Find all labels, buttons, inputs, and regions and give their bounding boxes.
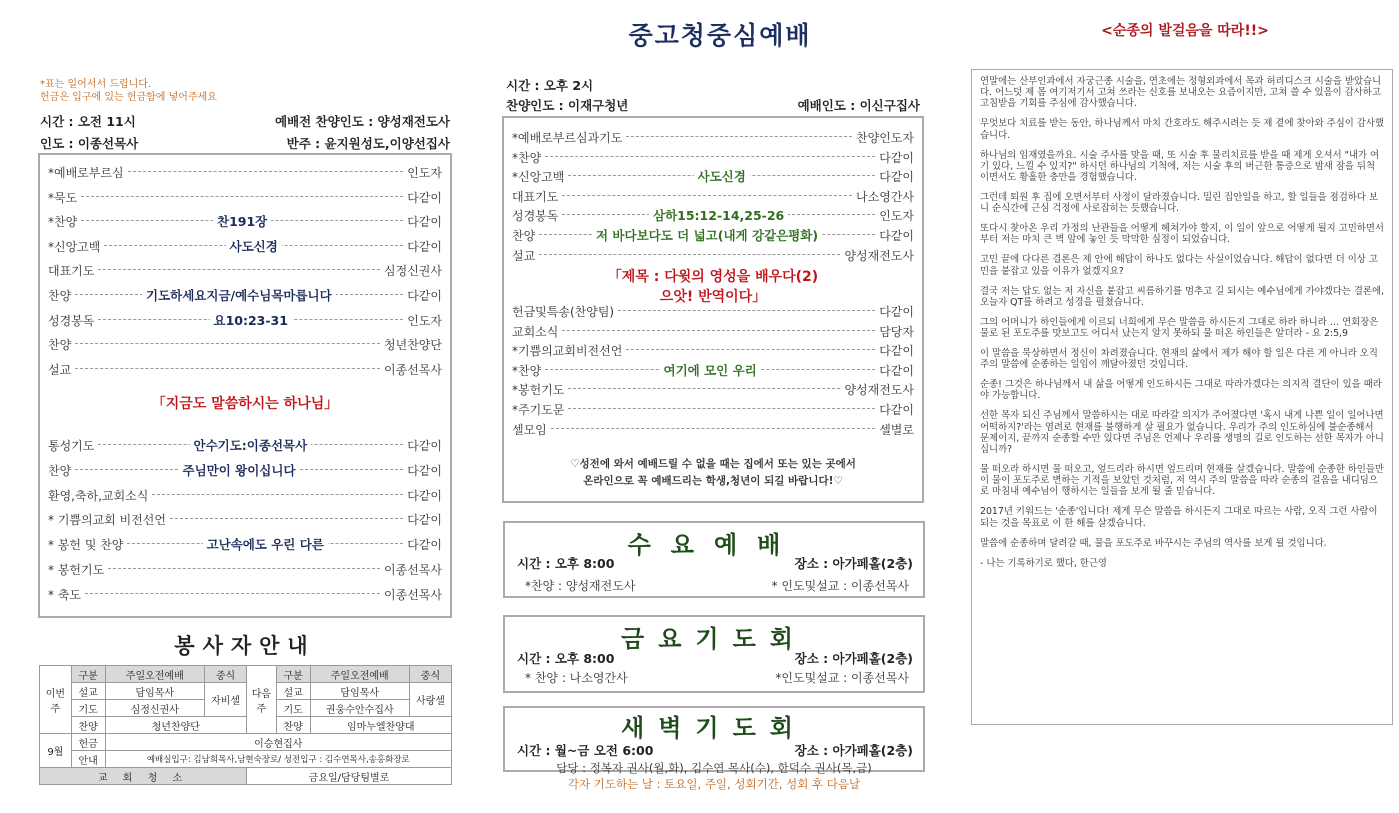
order-person: 나소영간사 [856, 189, 914, 204]
order-person: 다같이 [879, 403, 914, 417]
order-label: * 기쁨의교회 비전선언 [48, 513, 166, 528]
wednesday-service [503, 521, 925, 598]
order-label: * 봉헌기도 [48, 563, 105, 577]
order-row [40, 583, 450, 605]
order-person: 다같이 [407, 538, 442, 553]
youth-time: 시간 : 오후 2시 [506, 78, 594, 93]
order-person: 이종선목사 [384, 362, 442, 377]
order-label: *묵도 [48, 190, 78, 205]
dawn-note: 각자 기도하는 날 : 토요일, 주일, 성회기간, 성회 후 다음날 [567, 777, 861, 791]
main-service-order [38, 153, 452, 618]
col-meal: 중식 [409, 666, 451, 683]
order-person: 다같이 [407, 439, 442, 453]
col-type: 구분 [71, 666, 105, 683]
order-person: 다같이 [407, 513, 442, 528]
wednesday-place: 장소 : 아가페홀(2층) [794, 556, 913, 571]
leader-dots [618, 310, 875, 311]
friday-lead: *인도및설교 : 이종선목사 [775, 671, 909, 685]
order-person: 청년찬양단 [384, 338, 442, 353]
order-detail: 삼하15:12-14,25-26 [649, 206, 788, 224]
youth-sermon-subtitle: 으앗! 반역이다」 [659, 289, 767, 305]
order-label: * 축도 [48, 587, 81, 602]
friday-title: 금요기도회 [621, 625, 807, 653]
sermon-label: 설교 [276, 683, 310, 700]
col-sunday: 주일오전예배 [105, 666, 204, 683]
leader-dots [170, 518, 403, 519]
accompanist: 반주 : 윤지원성도,이양선집사 [286, 136, 450, 151]
order-row [40, 459, 450, 481]
leader-dots [562, 330, 875, 331]
praise-label: 찬양 [276, 717, 310, 734]
dawn-place: 장소 : 아가페홀(2층) [794, 743, 913, 758]
order-detail: 주님만이 왕이십니다 [179, 461, 300, 479]
essay-paragraph: - 나는 기록하기로 했다, 한근영 [980, 557, 1107, 569]
order-label: 셀모임 [512, 422, 547, 437]
order-label: 대표기도 [512, 189, 559, 204]
order-row [40, 284, 450, 306]
page-title: 중고청중심예배 [628, 21, 812, 50]
order-person: 다같이 [407, 215, 442, 230]
prayer-label: 기도 [71, 700, 105, 717]
order-row [40, 333, 450, 355]
leader-dots [128, 171, 403, 172]
order-row [40, 484, 450, 506]
order-label: 교회소식 [512, 324, 559, 339]
leader-dots [568, 388, 840, 389]
leader-dots [98, 269, 380, 270]
order-detail: 기도하세요지금/예수님목마릅니다 [142, 286, 336, 304]
essay-paragraph: 순종! 그것은 하나님께서 내 삶을 어떻게 인도하시든 그대로 따라가겠다는 의지적 결단이 있을 때라야 가능합니다. [980, 379, 1382, 402]
leader-dots [81, 196, 403, 197]
order-detail: 저 바다보다도 더 넓고(내게 강같은평화) [592, 226, 822, 244]
order-label: 성경봉독 [48, 313, 95, 328]
col-meal: 중식 [204, 666, 246, 683]
order-row [40, 259, 450, 281]
nw-praise: 임마누엘찬양대 [310, 717, 451, 734]
nw-meal: 사랑셀 [409, 683, 451, 717]
order-label: 환영,축하,교회소식 [48, 488, 149, 503]
volunteer-title: 봉사자안내 [174, 634, 316, 658]
guide-who: 예배실입구: 김남희목사,남현숙장로/ 성전입구 : 김수연목사,송홍화장로 [105, 751, 451, 768]
leader-dots [626, 349, 875, 350]
order-person: 다같이 [407, 463, 442, 478]
wednesday-praise: *찬양 : 양성재전도사 [525, 579, 636, 593]
order-row [40, 434, 450, 456]
friday-time: 시간 : 오후 8:00 [517, 651, 615, 666]
order-person: 다같이 [879, 344, 914, 359]
order-label: 찬양 [48, 338, 72, 353]
order-person: 담당자 [879, 324, 914, 339]
praise-label: 찬양 [71, 717, 105, 734]
essay-box [971, 69, 1393, 725]
order-person: 다같이 [407, 190, 442, 205]
tw-meal: 자비셀 [204, 683, 246, 717]
wednesday-title: 수요예배 [627, 531, 801, 559]
tw-sermon: 담임목사 [105, 683, 204, 700]
friday-place: 장소 : 아가페홀(2층) [794, 651, 913, 666]
this-week-label: 이번주 [40, 666, 72, 734]
essay-paragraph: 선한 목자 되신 주님께서 말씀하시는 대로 따라갈 의지가 주어졌다면 '혹시 내게 나쁜 일이 일어나면 어떡하지?'라는 염려로 현재를 불행하게 살 필요가 없습니다. 우리가 주의 인도하심에 불순종해서 문제이지, 끝까지 순종할 수만 있다면 주님은 언제나 우리를 생명의 길로 인도하는 선한 목자가 아니십니까? [980, 410, 1384, 456]
order-row [40, 210, 450, 232]
dawn-title: 새벽기도회 [621, 714, 807, 742]
order-person: 다같이 [407, 239, 442, 254]
sermon-label: 설교 [71, 683, 105, 700]
order-row [40, 558, 450, 580]
order-person: 인도자 [407, 313, 442, 328]
wednesday-time: 시간 : 오후 8:00 [517, 556, 615, 571]
order-person: 다같이 [879, 229, 914, 243]
offering-note: 헌금은 입구에 있는 헌금함에 넣어주세요 [40, 92, 217, 103]
order-person: 이종선목사 [384, 587, 442, 602]
order-person: 셀별로 [879, 422, 914, 437]
order-person: 찬양인도자 [856, 131, 914, 145]
friday-prayer [503, 615, 925, 693]
order-label: *기쁨의교회비전선언 [512, 344, 623, 359]
tw-prayer: 심정신권사 [105, 700, 204, 717]
order-row [40, 309, 450, 331]
order-row [40, 533, 450, 555]
order-row [40, 186, 450, 208]
order-label: 설교 [512, 248, 536, 263]
order-label: *찬양 [48, 215, 78, 230]
youth-praise-leader: 찬양인도 : 이재구청년 [506, 98, 629, 113]
prayer-label: 기도 [276, 700, 310, 717]
order-person: 인도자 [407, 166, 442, 180]
next-week-label: 다음주 [247, 666, 277, 734]
leader-dots [551, 428, 875, 429]
leader-dots [568, 408, 875, 409]
essay-paragraph: 말씀에 순종하며 달려갈 때, 물을 포도주로 바꾸시는 주님의 역사를 보게 될 것입니다. [980, 537, 1327, 549]
order-label: *예배로부르심 [48, 166, 124, 180]
order-row [504, 244, 922, 266]
offering-who: 이승현집사 [105, 734, 451, 751]
order-detail: 사도신경 [226, 237, 282, 255]
friday-praise: * 찬양 : 나소영간사 [525, 671, 628, 685]
order-person: 다같이 [879, 150, 914, 165]
youth-service-order [502, 116, 924, 503]
order-label: 찬양 [512, 229, 536, 243]
order-label: 대표기도 [48, 264, 95, 279]
order-detail: 안수기도:이종선목사 [190, 436, 312, 454]
essay-paragraph: 결국 저는 답도 없는 저 자신을 붙잡고 씨름하기를 멈추고 길 되시는 예수님에게 가야겠다는 결론에, 오늘자 QT를 하려고 성경을 펼쳤습니다. [980, 285, 1384, 308]
leader-dots [545, 156, 875, 157]
order-row [40, 358, 450, 380]
order-label: *찬양 [512, 150, 542, 165]
order-detail: 고난속에도 우린 다른 [203, 535, 328, 553]
order-detail: 요10:23-31 [210, 311, 292, 329]
essay-paragraph: 하나님의 임재였을까요. 시술 주사를 맞을 때, 또 시술 후 물리치료를 받을 때 제게 오셔서 "내가 여기 있다, 느낄 수 있지?" 하시던 하나님의 기척에, 저는 시술 후의 버근한 통증으로 밤새 잠을 뒤척이면서도 황홀한 충만을 경험했습니다. [980, 149, 1380, 184]
order-person: 다같이 [407, 488, 442, 503]
tw-praise: 청년찬양단 [105, 717, 246, 734]
order-row [40, 235, 450, 257]
nw-prayer: 권웅수안수집사 [310, 700, 409, 717]
standing-note: *표는 일어서서 드립니다. [40, 79, 152, 90]
service-leader: 인도 : 이종선목사 [40, 136, 139, 151]
order-label: 성경봉독 [512, 209, 559, 224]
leader-dots [75, 343, 380, 344]
order-person: 이종선목사 [384, 563, 442, 577]
order-person: 양성재전도사 [844, 248, 914, 263]
order-detail: 사도신경 [694, 167, 750, 185]
essay-paragraph: 고민 끝에 다다른 결론은 제 안에 해답이 하나도 없다는 사실이었습니다. 해답이 없다면 더 이상 고민을 붙잡고 있을 이유가 없겠지요? [980, 254, 1378, 277]
order-row [504, 418, 922, 440]
wednesday-lead: * 인도및설교 : 이종선목사 [771, 579, 909, 593]
order-label: *신앙고백 [48, 239, 101, 254]
order-row [40, 161, 450, 183]
order-person: 인도자 [879, 209, 914, 224]
praise-leader: 예배전 찬양인도 : 양성재전도사 [274, 114, 450, 129]
online-notice: 온라인으로 꼭 예배드리는 학생,청년이 되길 바랍니다!♡ [583, 475, 843, 487]
month-label: 9월 [40, 734, 72, 768]
order-label: *주기도문 [512, 403, 565, 417]
essay-paragraph: 물 떠오라 하시면 물 떠오고, 엎드리라 하시면 엎드리며 현재를 살겠습니다. 말씀에 순종한 하인들만이 물이 포도주로 변하는 기적을 보았던 것처럼, 저 역시 주의 말씀을 따라 순종의 걸음을 내디딤으로 마침내 예수님이 행하시는 일들을 보게 될 줄 믿습니다. [980, 464, 1384, 498]
order-person: 다같이 [879, 170, 914, 185]
youth-sermon-title: 「제목 : 다윗의 영성을 배우다(2) [607, 269, 819, 285]
essay-paragraph: 그의 어머니가 하인들에게 이르되 너희에게 무슨 말씀을 하시든지 그대로 하라 하니라 … 연회장은 물로 된 포도주를 맛보고도 어디서 났는지 알지 못하되 물 떠온 하인들은 알더라 - 요 2:5,9 [980, 316, 1379, 340]
order-label: *봉헌기도 [512, 383, 565, 398]
order-label: 찬양 [48, 463, 72, 478]
order-person: 다같이 [407, 289, 442, 303]
essay-paragraph: 이 말씀을 묵상하면서 정신이 차려졌습니다. 현재의 삶에서 제가 해야 할 일은 다른 게 아니라 오직 주의 말씀에 순종하는 일임이 깨달아졌던 것입니다. [980, 348, 1378, 371]
order-person: 다같이 [879, 363, 914, 378]
cleaning-who: 금요일/담당팀별로 [247, 768, 452, 785]
dawn-staff: 담당 : 정복자 권사(월,화), 김수연 목사(수), 한덕수 권사(목,금) [556, 761, 872, 775]
essay-paragraph: 그런데 퇴원 후 집에 오면서부터 사정이 달라졌습니다. 밀린 집안일을 하고, 할 일들을 점검하다 보니 순식간에 근심 걱정에 사로잡히는 듯했습니다. [980, 192, 1378, 215]
order-label: 헌금및특송(찬양팀) [512, 305, 615, 319]
order-detail: 찬191장 [213, 212, 271, 230]
order-row [40, 508, 450, 530]
leader-dots [539, 254, 840, 255]
leader-dots [562, 195, 852, 196]
essay-paragraph: 연말에는 산부인과에서 자궁근종 시술을, 연초에는 정형외과에서 목과 허리디스크 시술을 받았습니다. 어느덧 제 몸 여기저기서 고쳐 쓰라는 신호를 보내오는 요즘이지만, 고쳐 쓸 수 있음이 감사하고 고침받을 기회를 주심에 감사했습니다. [980, 76, 1382, 110]
essay-title: <순종의 발걸음을 따라!!> [1101, 23, 1269, 39]
order-label: 찬양 [48, 289, 72, 303]
youth-leader: 예배인도 : 이신구집사 [797, 98, 920, 113]
order-detail: 여기에 모인 우리 [660, 361, 761, 379]
order-person: 심정신권사 [384, 264, 442, 279]
essay-paragraph: 무엇보다 치료를 받는 동안, 하나님께서 마치 간호라도 해주시려는 듯 제 곁에 찾아와 주심이 감사했습니다. [980, 118, 1384, 141]
leader-dots [108, 568, 380, 569]
order-label: *신앙고백 [512, 170, 565, 185]
order-label: 설교 [48, 362, 72, 377]
order-person: 양성재전도사 [844, 383, 914, 398]
order-person: 다같이 [879, 305, 914, 319]
order-label: 통성기도 [48, 439, 95, 453]
leader-dots [152, 494, 403, 495]
essay-paragraph: 2017년 키워드는 '순종'입니다! 제게 무슨 말씀을 하시든지 그대로 따르는 사람, 오직 그런 사람이 되는 것을 목표로 이 한 해를 살겠습니다. [980, 506, 1378, 529]
online-notice: ♡성전에 와서 예배드릴 수 없을 때는 집에서 또는 있는 곳에서 [570, 458, 856, 470]
service-time: 시간 : 오전 11시 [40, 114, 136, 129]
sermon-title: 「지금도 말씀하시는 하나님」 [151, 396, 339, 412]
col-sunday: 주일오전예배 [310, 666, 409, 683]
offering-label: 헌금 [71, 734, 105, 751]
col-type: 구분 [276, 666, 310, 683]
nw-sermon: 담임목사 [310, 683, 409, 700]
leader-dots [626, 136, 852, 137]
volunteer-table [39, 665, 452, 785]
order-label: * 봉헌 및 찬양 [48, 538, 124, 553]
order-label: *예배로부르심과기도 [512, 131, 623, 145]
guide-label: 안내 [71, 751, 105, 768]
leader-dots [75, 368, 380, 369]
leader-dots [85, 593, 380, 594]
essay-paragraph: 또다시 찾아온 우리 가정의 난관들을 어떻게 헤쳐가야 할지, 이 일이 앞으로 어떻게 될지 고민하면서부터 저는 마치 큰 벽 앞에 놓인 듯 막막한 심정이 되었습니다. [980, 223, 1384, 246]
dawn-time: 시간 : 월~금 오전 6:00 [517, 743, 654, 758]
cleaning-label: 교 회 청 소 [40, 768, 247, 785]
order-label: *찬양 [512, 363, 542, 378]
